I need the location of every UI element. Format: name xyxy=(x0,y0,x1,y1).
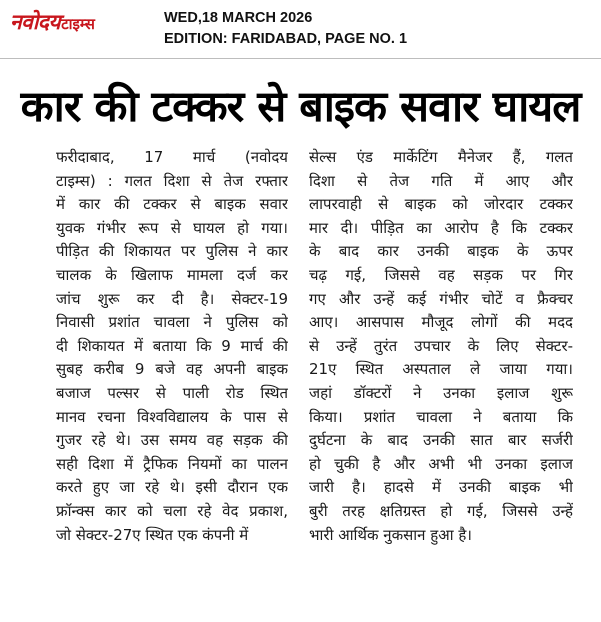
masthead xyxy=(0,0,601,58)
article-line: दिशा से तेज गति में आए और xyxy=(309,171,573,190)
article-line: बुरी तरह क्षतिग्रस्त हो गई, जिससे उन्हें xyxy=(309,501,573,520)
article-line: किया। प्रशांत चावला ने बताया कि xyxy=(309,407,573,426)
article-line: चालक के खिलाफ मामला दर्ज कर xyxy=(56,265,288,284)
article-line: भारी आर्थिक नुकसान हुआ है। xyxy=(309,525,472,544)
article-line: गुजर रहे थे। उस समय वह सड़क की xyxy=(56,431,288,450)
article-column-left xyxy=(56,146,288,547)
article-line: सुबह करीब 9 बजे वह अपनी बाइक xyxy=(56,360,288,379)
article-line: युवक गंभीर रूप से घायल हो गया। xyxy=(56,218,288,237)
edition-label: EDITION: FARIDABAD, PAGE NO. 1 xyxy=(164,31,408,47)
article-line: जारी है। हादसे में उनकी बाइक भी xyxy=(309,478,573,497)
article-line: जो सेक्टर-27ए स्थित एक कंपनी में xyxy=(56,525,249,544)
article-line: निवासी प्रशांत चावला ने पुलिस को xyxy=(56,313,288,332)
article-headline: कार की टक्कर से बाइक सवार घायल xyxy=(20,82,581,132)
article-line: जहां डॉक्टरों ने उनका इलाज शुरू xyxy=(309,383,573,402)
publication-date: WED,18 MARCH 2026 xyxy=(164,10,313,26)
article-line: लापरवाही से बाइक को जोरदार टक्कर xyxy=(309,195,573,214)
article-line: करते हुए जा रहे थे। इसी दौरान एक xyxy=(56,478,288,497)
article-line: सही दिशा में ट्रैफिक नियमों का पालन xyxy=(56,454,288,473)
article-line: आए। आसपास मौजूद लोगों की मदद xyxy=(309,313,573,332)
article-line: फरीदाबाद, 17 मार्च (नवोदय xyxy=(56,148,288,166)
article-line: गए और उन्हें कई गंभीर चोटें व फ्रैक्चर xyxy=(309,289,573,308)
newspaper-logo xyxy=(10,8,95,34)
article-column-right xyxy=(309,146,573,547)
article-line: मार दी। पीड़ित का आरोप है कि टक्कर xyxy=(309,218,573,237)
article-line: टाइम्स) : गलत दिशा से तेज रफ्तार xyxy=(56,171,288,190)
article-line: मानव रचना विश्वविद्यालय के पास से xyxy=(56,407,288,426)
article-line: 21ए स्थित अस्पताल ले जाया गया। xyxy=(309,360,573,379)
logo-main-text: नवोदय xyxy=(10,10,61,34)
article-line: से उन्हें तुरंत उपचार के लिए सेक्टर- xyxy=(309,336,573,355)
article-line: हो चुकी है और अभी भी उनका इलाज xyxy=(309,454,573,473)
article-line: दी शिकायत में बताया कि 9 मार्च की xyxy=(56,336,288,355)
edition-info xyxy=(164,8,407,50)
article-line: बजाज पल्सर से पाली रोड स्थित xyxy=(56,383,288,402)
article-line: पीड़ित की शिकायत पर पुलिस ने कार xyxy=(56,242,288,261)
article-line: फ्रॉन्क्स कार को चला रहे वेद प्रकाश, xyxy=(56,501,288,520)
logo-sub-text: टाइम्स xyxy=(61,15,95,33)
article-line: जांच शुरू कर दी है। सेक्टर-19 xyxy=(56,289,288,308)
article-line: दुर्घटना के बाद उनकी सात बार सर्जरी xyxy=(309,431,573,450)
article-line: में कार की टक्कर से बाइक सवार xyxy=(56,195,288,214)
header-divider xyxy=(0,58,601,59)
article-line: के बाद कार उनकी बाइक के ऊपर xyxy=(309,242,573,261)
article-line: चढ़ गई, जिससे वह सड़क पर गिर xyxy=(309,265,573,284)
article-line: सेल्स एंड मार्केटिंग मैनेजर हैं, गलत xyxy=(309,148,573,166)
